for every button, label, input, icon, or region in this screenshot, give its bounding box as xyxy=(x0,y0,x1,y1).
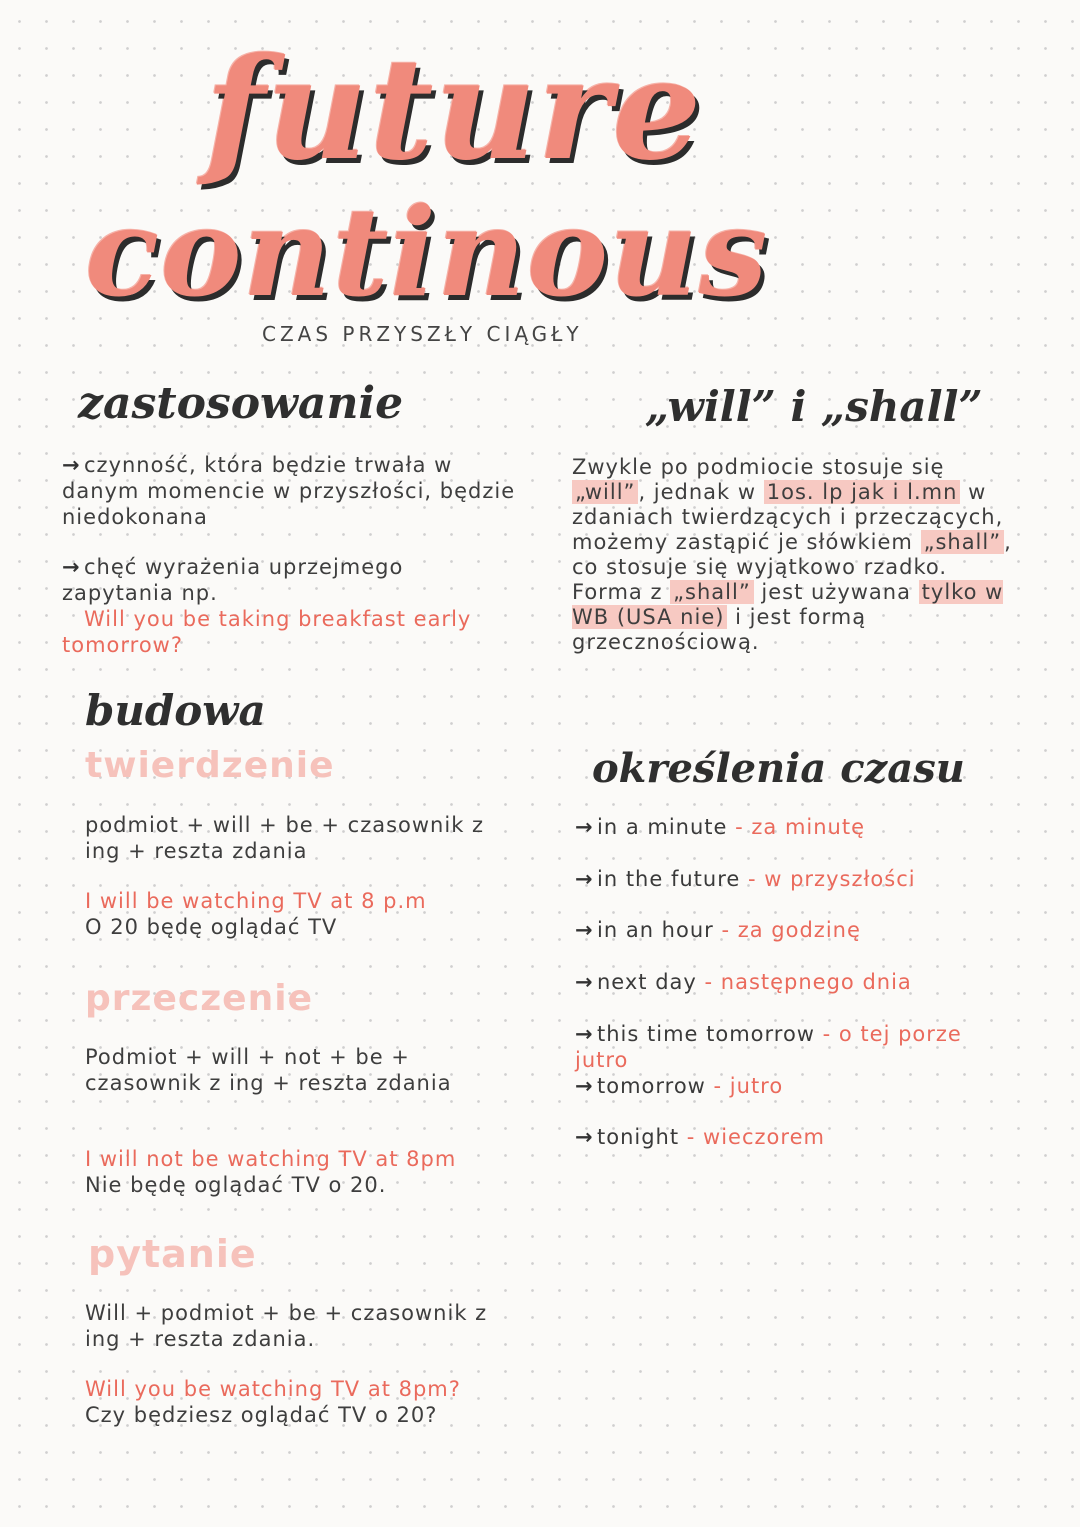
time-item-en: tonight xyxy=(597,1125,680,1149)
arrow-icon: → xyxy=(575,867,594,891)
will-shall-text-4: , co stosuje się wyjątkowo rzadko. Forma z xyxy=(572,530,1012,604)
time-item-pl: - za minutę xyxy=(735,815,866,839)
arrow-icon: → xyxy=(575,1125,594,1149)
usage-item-1 xyxy=(62,452,522,530)
time-item-pl: - jutro xyxy=(713,1074,784,1098)
time-item-pl: - za godzinę xyxy=(721,918,861,942)
will-shall-highlight-3: „shall” xyxy=(921,530,1005,554)
question-example-en: Will you be watching TV at 8pm? xyxy=(85,1377,461,1401)
title-line-1: future xyxy=(205,28,703,192)
negative-example-en: I will not be watching TV at 8pm xyxy=(85,1147,457,1171)
will-shall-text xyxy=(572,455,1017,655)
time-item-pl: - następnego dnia xyxy=(704,970,912,994)
time-expressions-heading: określenia czasu xyxy=(592,745,965,792)
will-shall-text-6: i jest formą grzecznościową. xyxy=(572,605,867,654)
will-shall-text-5: jest używana xyxy=(761,580,911,604)
time-item xyxy=(575,866,916,892)
usage-item-2 xyxy=(62,554,502,658)
time-item-pl: - w przyszłości xyxy=(747,867,916,891)
arrow-icon: → xyxy=(575,970,594,994)
subtitle: CZAS PRZYSZŁY CIĄGŁY xyxy=(262,322,583,346)
will-shall-text-1: Zwykle po podmiocie stosuje się xyxy=(572,455,945,479)
time-item xyxy=(575,1073,783,1099)
will-shall-highlight-4: „shall” xyxy=(670,580,754,604)
will-shall-highlight-1: „will” xyxy=(572,480,638,504)
time-item xyxy=(575,969,912,995)
negative-example-pl: Nie będę oglądać TV o 20. xyxy=(85,1173,387,1197)
usage-item-2-text: chęć wyrażenia uprzejmego zapytania np. xyxy=(62,555,404,605)
time-item-en: in the future xyxy=(597,867,741,891)
time-item-en: in a minute xyxy=(597,815,728,839)
time-item xyxy=(575,1124,825,1150)
title-line-2: continous xyxy=(85,180,769,324)
question-formula: Will + podmiot + be + czasownik z ing + reszta zdania. xyxy=(85,1301,488,1351)
usage-example: Will you be taking breakfast early tomorrow? xyxy=(62,607,472,657)
time-item-en: tomorrow xyxy=(597,1074,706,1098)
arrow-icon: → xyxy=(575,1022,594,1046)
time-item xyxy=(575,917,861,943)
usage-item-1-text: czynność, która będzie trwała w danym momencie w przyszłości, będzie niedokonana xyxy=(62,453,516,529)
arrow-icon: → xyxy=(62,555,81,579)
time-item-en: next day xyxy=(597,970,697,994)
time-item xyxy=(575,1021,1005,1073)
time-item-pl: - o tej porze jutro xyxy=(575,1022,962,1072)
time-item-pl: - wieczorem xyxy=(686,1125,825,1149)
affirmative-formula: podmiot + will + be + czasownik z ing + reszta zdania xyxy=(85,813,485,863)
affirmative-example-pl: O 20 będę oglądać TV xyxy=(85,915,338,939)
structure-heading: budowa xyxy=(85,686,266,735)
will-shall-highlight-2: 1os. lp jak i l.mn xyxy=(764,480,961,504)
affirmative-label: twierdzenie xyxy=(85,745,335,786)
question-label: pytanie xyxy=(88,1232,257,1276)
question-example-pl: Czy będziesz oglądać TV o 20? xyxy=(85,1403,438,1427)
arrow-icon: → xyxy=(575,1074,594,1098)
arrow-icon: → xyxy=(62,453,81,477)
will-shall-text-3: w zdaniach twierdzących i przeczących, możemy zastąpić je słówkiem xyxy=(572,480,1004,554)
arrow-icon: → xyxy=(575,918,594,942)
will-shall-highlight-5: tylko w WB (USA nie) xyxy=(572,580,1004,629)
arrow-icon: → xyxy=(575,815,594,839)
negative-label: przeczenie xyxy=(85,978,313,1019)
time-item-en: this time tomorrow xyxy=(597,1022,815,1046)
time-item-en: in an hour xyxy=(597,918,714,942)
will-shall-text-2: , jednak w xyxy=(638,480,757,504)
time-item xyxy=(575,814,865,840)
usage-heading: zastosowanie xyxy=(78,378,404,429)
affirmative-example-en: I will be watching TV at 8 p.m xyxy=(85,889,427,913)
will-shall-heading: „will” i „shall” xyxy=(645,382,983,431)
negative-formula: Podmiot + will + not + be + czasownik z ing + reszta zdania xyxy=(85,1045,452,1095)
